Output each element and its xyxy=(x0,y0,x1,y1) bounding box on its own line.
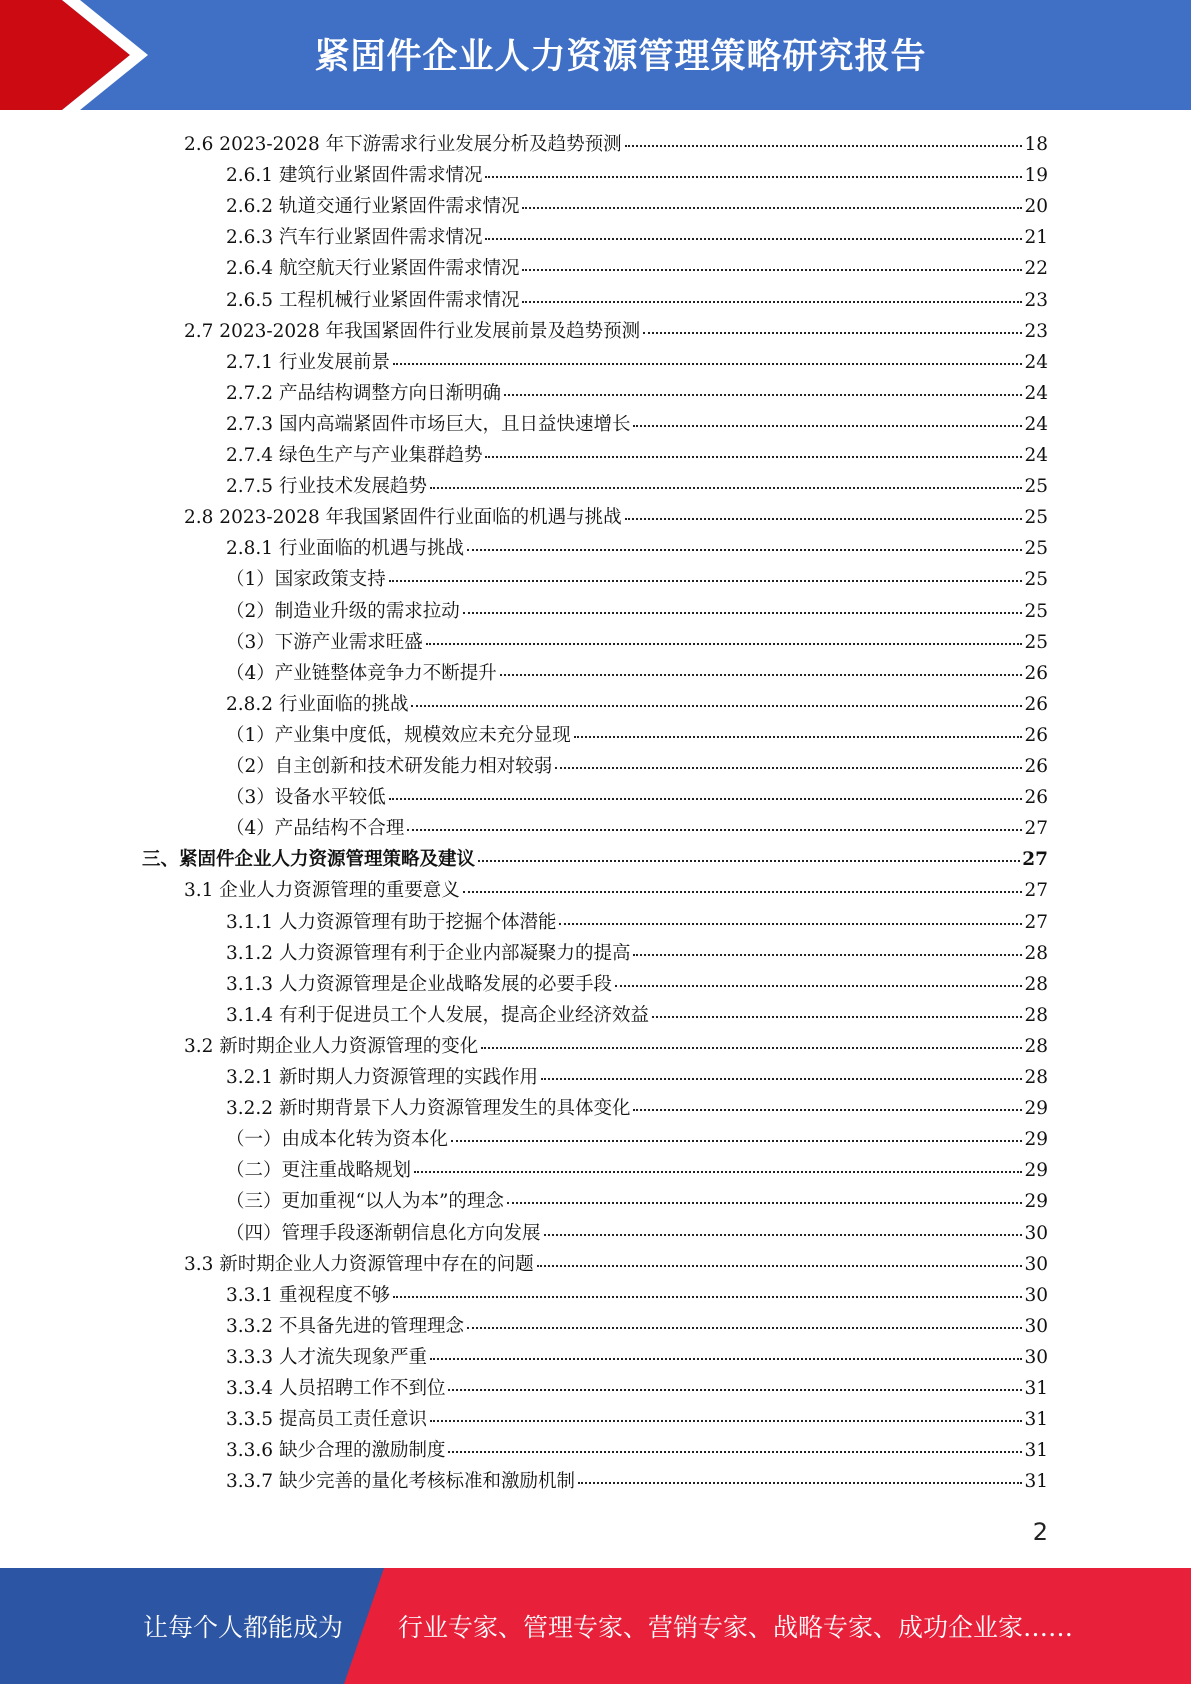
toc-entry-page: 25 xyxy=(1024,476,1048,498)
toc-entry-label: 3.3 新时期企业人力资源管理中存在的问题 xyxy=(184,1253,534,1275)
toc-entry-page: 30 xyxy=(1024,1222,1048,1244)
toc-entry[interactable] xyxy=(226,563,1048,594)
toc-entry-label: 3.3.6 缺少合理的激励制度 xyxy=(226,1440,446,1462)
toc-dot-leader xyxy=(414,1154,1022,1176)
toc-entry-label: 2.8 2023-2028 年我国紧固件行业面临的机遇与挑战 xyxy=(184,507,622,529)
toc-dot-leader xyxy=(625,501,1023,523)
toc-entry-page: 28 xyxy=(1024,942,1048,964)
toc-dot-leader xyxy=(633,408,1022,430)
toc-entry-page: 19 xyxy=(1024,165,1048,187)
toc-entry-page: 31 xyxy=(1024,1378,1048,1399)
toc-entry-page: 29 xyxy=(1024,1129,1048,1151)
toc-entry-label: （2）制造业升级的需求拉动 xyxy=(226,600,460,622)
toc-entry[interactable] xyxy=(226,1154,1048,1185)
toc-entry-page: 18 xyxy=(1024,134,1048,155)
toc-entry-label: 3.3.2 不具备先进的管理理念 xyxy=(226,1315,464,1337)
toc-entry-label: （4）产业链整体竞争力不断提升 xyxy=(226,662,497,684)
toc-entry-label: （3）设备水平较低 xyxy=(226,787,386,809)
toc-entry-page: 26 xyxy=(1024,662,1048,684)
toc-dot-leader xyxy=(448,1434,1022,1456)
toc-dot-leader xyxy=(451,1123,1022,1145)
toc-dot-leader xyxy=(426,626,1023,648)
toc-entry-page: 20 xyxy=(1024,196,1048,218)
toc-dot-leader xyxy=(430,1403,1022,1425)
toc-dot-leader xyxy=(541,1061,1022,1083)
toc-entry-page: 31 xyxy=(1024,1471,1048,1493)
toc-entry[interactable] xyxy=(184,128,1048,159)
toc-entry-page: 31 xyxy=(1024,1440,1048,1462)
toc-entry-page: 25 xyxy=(1024,569,1048,591)
toc-entry[interactable] xyxy=(226,781,1048,812)
toc-entry-page: 27 xyxy=(1024,818,1048,840)
toc-entry[interactable] xyxy=(226,719,1048,750)
toc-entry[interactable] xyxy=(226,346,1048,377)
toc-entry[interactable] xyxy=(226,595,1048,626)
toc-entry[interactable] xyxy=(226,377,1048,408)
toc-entry-label: 3.1.2 人力资源管理有利于企业内部凝聚力的提高 xyxy=(226,942,631,964)
toc-entry[interactable] xyxy=(226,1123,1048,1154)
toc-entry-page: 24 xyxy=(1024,382,1048,404)
toc-dot-leader xyxy=(578,1465,1022,1487)
toc-dot-leader xyxy=(500,657,1023,679)
page-footer xyxy=(0,1568,1191,1684)
toc-entry-page: 28 xyxy=(1024,1067,1048,1088)
toc-dot-leader xyxy=(507,1185,1023,1207)
toc-dot-leader xyxy=(485,221,1022,243)
toc-entry[interactable] xyxy=(184,315,1048,346)
toc-entry-page: 26 xyxy=(1024,787,1048,809)
toc-entry-page: 27 xyxy=(1022,849,1048,871)
toc-entry[interactable] xyxy=(226,937,1048,968)
toc-dot-leader xyxy=(615,968,1022,990)
toc-entry-label: 3.3.4 人员招聘工作不到位 xyxy=(226,1378,446,1399)
toc-entry-page: 28 xyxy=(1024,1035,1048,1057)
toc-entry-label: 3.1.1 人力资源管理有助于挖掘个体潜能 xyxy=(226,911,557,933)
toc-entry-label: 3.3.7 缺少完善的量化考核标准和激励机制 xyxy=(226,1471,575,1493)
toc-entry-label: 2.6.2 轨道交通行业紧固件需求情况 xyxy=(226,196,520,218)
toc-dot-leader xyxy=(522,284,1022,306)
toc-entry[interactable] xyxy=(226,906,1048,937)
toc-entry-label: 3.2.2 新时期背景下人力资源管理发生的具体变化 xyxy=(226,1098,631,1120)
toc-entry-page: 27 xyxy=(1024,911,1048,933)
toc-entry-page: 27 xyxy=(1024,880,1048,902)
toc-entry[interactable] xyxy=(226,1092,1048,1123)
toc-entry[interactable] xyxy=(226,626,1048,657)
toc-dot-leader xyxy=(463,595,1023,617)
toc-dot-leader xyxy=(478,843,1020,865)
toc-entry[interactable] xyxy=(226,999,1048,1030)
toc-entry[interactable] xyxy=(226,439,1048,470)
toc-dot-leader xyxy=(463,874,1023,896)
toc-dot-leader xyxy=(481,1030,1022,1052)
toc-entry[interactable] xyxy=(226,1310,1048,1341)
toc-entry-label: 2.7 2023-2028 年我国紧固件行业发展前景及趋势预测 xyxy=(184,320,641,342)
toc-entry-label: 2.6 2023-2028 年下游需求行业发展分析及趋势预测 xyxy=(184,134,622,155)
toc-entry[interactable] xyxy=(226,750,1048,781)
toc-entry-label: （一）由成本化转为资本化 xyxy=(226,1129,449,1151)
toc-entry-label: 2.6.3 汽车行业紧固件需求情况 xyxy=(226,227,483,249)
toc-dot-leader xyxy=(389,781,1023,803)
toc-entry[interactable] xyxy=(226,408,1048,439)
toc-entry-label: （二）更注重战略规划 xyxy=(226,1160,412,1182)
toc-entry[interactable] xyxy=(226,190,1048,221)
toc-entry-page: 26 xyxy=(1024,756,1048,777)
toc-dot-leader xyxy=(393,346,1022,368)
toc-dot-leader xyxy=(467,532,1022,554)
document-title: 紧固件企业人力资源管理策略研究报告 xyxy=(314,37,927,77)
toc-entry-label: 2.6.4 航空航天行业紧固件需求情况 xyxy=(226,258,520,280)
footer-slogan-right: 行业专家、管理专家、营销专家、战略专家、成功企业家…… xyxy=(398,1613,1074,1642)
toc-entry[interactable] xyxy=(226,1341,1048,1372)
toc-entry[interactable] xyxy=(226,812,1048,843)
toc-dot-leader xyxy=(504,377,1022,399)
toc-entry-page: 28 xyxy=(1024,973,1048,995)
toc-dot-leader xyxy=(574,719,1023,741)
toc-entry-label: （三）更加重视“以人为本”的理念 xyxy=(226,1191,504,1213)
toc-dot-leader xyxy=(393,1279,1022,1301)
toc-entry-label: （1）产业集中度低，规模效应未充分显现 xyxy=(226,724,571,746)
toc-entry-page: 29 xyxy=(1024,1160,1048,1182)
toc-entry[interactable] xyxy=(226,532,1048,563)
toc-dot-leader xyxy=(544,1217,1023,1239)
toc-dot-leader xyxy=(467,1310,1022,1332)
toc-entry-label: 2.7.2 产品结构调整方向日渐明确 xyxy=(226,382,501,404)
toc-entry-label: 三、紧固件企业人力资源管理策略及建议 xyxy=(142,849,476,871)
toc-entry[interactable] xyxy=(226,1061,1048,1092)
toc-entry[interactable] xyxy=(184,874,1048,905)
toc-dot-leader xyxy=(411,688,1022,710)
toc-entry[interactable] xyxy=(226,1465,1048,1496)
toc-entry-page: 23 xyxy=(1024,320,1048,342)
toc-entry-page: 29 xyxy=(1024,1098,1048,1120)
toc-dot-leader xyxy=(448,1372,1022,1394)
toc-dot-leader xyxy=(633,1092,1022,1114)
toc-entry-label: 3.3.1 重视程度不够 xyxy=(226,1284,390,1306)
footer-slogan-left: 让每个人都能成为 xyxy=(143,1613,344,1642)
toc-entry-page: 28 xyxy=(1024,1004,1048,1026)
toc-entry-page: 23 xyxy=(1024,289,1048,311)
toc-dot-leader xyxy=(522,190,1022,212)
toc-dot-leader xyxy=(430,1341,1022,1363)
toc-entry[interactable] xyxy=(226,1185,1048,1216)
toc-entry-page: 24 xyxy=(1024,413,1048,435)
toc-entry[interactable] xyxy=(226,470,1048,501)
toc-entry-page: 31 xyxy=(1024,1409,1048,1431)
toc-entry-page: 24 xyxy=(1024,445,1048,466)
toc-entry-page: 30 xyxy=(1024,1253,1048,1275)
toc-dot-leader xyxy=(522,252,1022,274)
toc-entry-label: 2.6.5 工程机械行业紧固件需求情况 xyxy=(226,289,520,311)
toc-dot-leader xyxy=(643,315,1022,337)
toc-entry-page: 24 xyxy=(1024,351,1048,373)
toc-dot-leader xyxy=(633,937,1022,959)
toc-entry[interactable] xyxy=(226,1372,1048,1403)
toc-entry-page: 30 xyxy=(1024,1346,1048,1368)
toc-entry[interactable] xyxy=(226,1434,1048,1465)
toc-entry-page: 21 xyxy=(1024,227,1048,249)
toc-entry-label: （3）下游产业需求旺盛 xyxy=(226,631,423,653)
toc-entry-label: （四）管理手段逐渐朝信息化方向发展 xyxy=(226,1222,541,1244)
toc-entry[interactable] xyxy=(226,1217,1048,1248)
toc-entry-label: 3.2.1 新时期人力资源管理的实践作用 xyxy=(226,1067,538,1088)
toc-entry-label: 2.7.3 国内高端紧固件市场巨大，且日益快速增长 xyxy=(226,413,631,435)
toc-entry-page: 22 xyxy=(1024,258,1048,280)
toc-entry-page: 25 xyxy=(1024,507,1048,529)
toc-dot-leader xyxy=(389,563,1023,585)
toc-entry-label: 2.7.1 行业发展前景 xyxy=(226,351,390,373)
toc-dot-leader xyxy=(625,128,1023,150)
toc-entry[interactable] xyxy=(226,688,1048,719)
toc-entry-label: 2.7.5 行业技术发展趋势 xyxy=(226,476,427,498)
toc-entry-label: 2.6.1 建筑行业紧固件需求情况 xyxy=(226,165,483,187)
toc-entry-page: 30 xyxy=(1024,1315,1048,1337)
toc-entry[interactable] xyxy=(226,159,1048,190)
page-header xyxy=(0,0,1191,110)
toc-entry[interactable] xyxy=(184,501,1048,532)
toc-entry[interactable] xyxy=(142,843,1048,874)
toc-entry-label: 3.3.3 人才流失现象严重 xyxy=(226,1346,427,1368)
toc-entry[interactable] xyxy=(226,252,1048,283)
toc-entry-page: 30 xyxy=(1024,1284,1048,1306)
toc-entry[interactable] xyxy=(184,1030,1048,1061)
toc-entry-label: （1）国家政策支持 xyxy=(226,569,386,591)
toc-entry-label: 3.2 新时期企业人力资源管理的变化 xyxy=(184,1035,479,1057)
toc-entry-label: 2.8.2 行业面临的挑战 xyxy=(226,693,409,715)
toc-entry-label: 2.8.1 行业面临的机遇与挑战 xyxy=(226,538,464,560)
toc-dot-leader xyxy=(430,470,1022,492)
toc-entry-label: 3.1 企业人力资源管理的重要意义 xyxy=(184,880,460,902)
toc-entry-label: （4）产品结构不合理 xyxy=(226,818,405,840)
toc-dot-leader xyxy=(537,1248,1023,1270)
toc-entry-page: 25 xyxy=(1024,538,1048,560)
toc-dot-leader xyxy=(555,750,1022,772)
toc-dot-leader xyxy=(407,812,1022,834)
toc-entry[interactable] xyxy=(226,1279,1048,1310)
toc-entry-label: （2）自主创新和技术研发能力相对较弱 xyxy=(226,756,553,777)
toc-entry-label: 3.1.4 有利于促进员工个人发展，提高企业经济效益 xyxy=(226,1004,649,1026)
toc-dot-leader xyxy=(559,906,1022,928)
toc-entry[interactable] xyxy=(226,1403,1048,1434)
toc-entry[interactable] xyxy=(226,221,1048,252)
toc-dot-leader xyxy=(485,439,1022,461)
page-number: 2 xyxy=(1032,1518,1048,1546)
toc-dot-leader xyxy=(652,999,1022,1021)
toc-entry[interactable] xyxy=(226,657,1048,688)
toc-entry-page: 26 xyxy=(1024,724,1048,746)
toc-entry[interactable] xyxy=(226,284,1048,315)
toc-entry-label: 3.1.3 人力资源管理是企业战略发展的必要手段 xyxy=(226,973,612,995)
toc-dot-leader xyxy=(485,159,1022,181)
toc-entry-page: 29 xyxy=(1024,1191,1048,1213)
toc-entry-page: 25 xyxy=(1024,631,1048,653)
toc-entry-page: 26 xyxy=(1024,693,1048,715)
toc-entry-label: 3.3.5 提高员工责任意识 xyxy=(226,1409,427,1431)
toc-entry-label: 2.7.4 绿色生产与产业集群趋势 xyxy=(226,445,483,466)
toc-entry-page: 25 xyxy=(1024,600,1048,622)
toc-entry[interactable] xyxy=(226,968,1048,999)
toc-entry[interactable] xyxy=(184,1248,1048,1279)
